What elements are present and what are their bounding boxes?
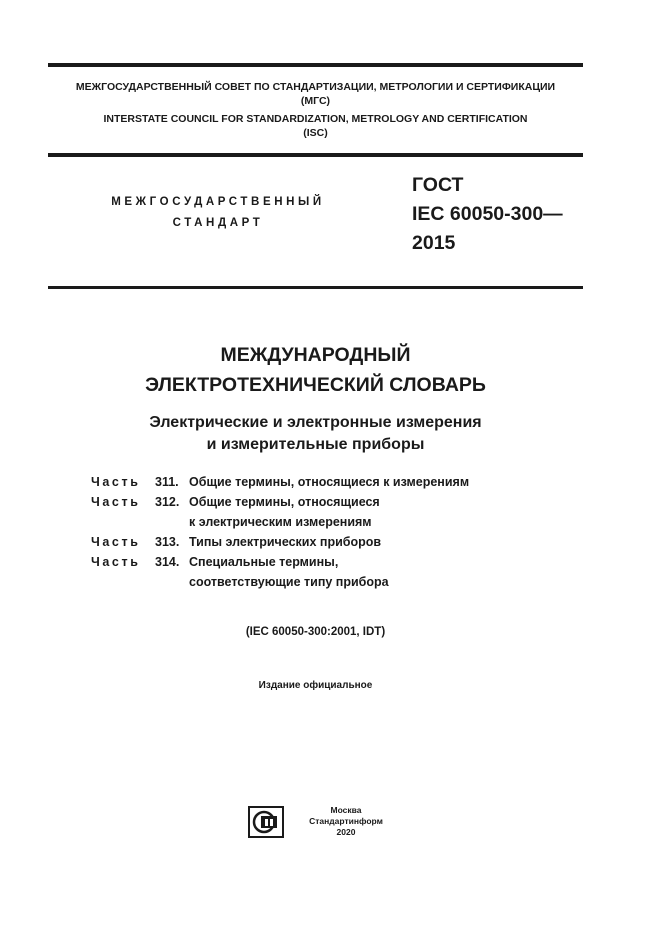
subtitle-line1: Электрические и электронные измерения <box>149 414 482 431</box>
part-number: 312. <box>155 495 180 509</box>
part-item <box>91 532 469 552</box>
council-ru-text: МЕЖГОСУДАРСТВЕННЫЙ СОВЕТ ПО СТАНДАРТИЗАЦИИ, МЕТРОЛОГИИ И СЕРТИФИКАЦИИ <box>75 81 556 93</box>
header-divider <box>48 153 583 157</box>
edition-note: Издание официальное <box>258 680 373 691</box>
council-en-abbr: (ISC) <box>303 127 328 139</box>
part-title: Общие термины, относящиеся к электрическим измерениям <box>189 495 380 529</box>
standard-type-line1: МЕЖГОСУДАРСТВЕННЫЙ <box>111 196 325 208</box>
parts-list <box>91 472 469 592</box>
part-item <box>91 492 469 532</box>
part-label: Часть <box>91 555 141 569</box>
title-line1: МЕЖДУНАРОДНЫЙ <box>220 344 411 366</box>
subtitle-line2: и измерительные приборы <box>206 436 425 453</box>
part-number: 313. <box>155 535 180 549</box>
standard-type <box>68 192 368 234</box>
part-label: Часть <box>91 495 141 509</box>
standard-type-line2: СТАНДАРТ <box>172 217 264 229</box>
publisher-year: 2020 <box>336 827 356 837</box>
council-en-text: INTERSTATE COUNCIL FOR STANDARDIZATION, METROLOGY AND CERTIFICATION <box>103 113 528 125</box>
part-label: Часть <box>91 535 141 549</box>
document-subtitle <box>48 412 583 456</box>
standard-divider <box>48 286 583 289</box>
publisher-info <box>306 805 386 838</box>
top-rule <box>48 63 583 67</box>
standard-id-line2: IEC 60050-300— <box>412 203 563 225</box>
part-item <box>91 472 469 492</box>
standard-id-line3: 2015 <box>412 232 456 254</box>
publisher-city: Москва <box>330 805 362 815</box>
document-title <box>48 340 583 400</box>
council-name-ru <box>48 80 583 108</box>
part-title: Специальные термины, соответствующие типу прибора <box>189 555 389 589</box>
part-number: 311. <box>155 475 179 489</box>
iec-reference: (IEC 60050-300:2001, IDT) <box>245 626 386 638</box>
part-number: 314. <box>155 555 180 569</box>
standard-id-line1: ГОСТ <box>412 174 464 196</box>
standard-id <box>412 171 563 258</box>
part-title: Типы электрических приборов <box>189 535 382 549</box>
part-item <box>91 552 469 592</box>
title-line2: ЭЛЕКТРОТЕХНИЧЕСКИЙ СЛОВАРЬ <box>145 374 486 396</box>
part-label: Часть <box>91 475 141 489</box>
council-name-en <box>48 112 583 140</box>
part-title: Общие термины, относящиеся к измерениям <box>189 475 470 489</box>
council-ru-abbr: (МГС) <box>300 95 331 107</box>
standartinform-logo-icon <box>248 806 284 838</box>
publisher-name: Стандартинформ <box>309 816 383 826</box>
